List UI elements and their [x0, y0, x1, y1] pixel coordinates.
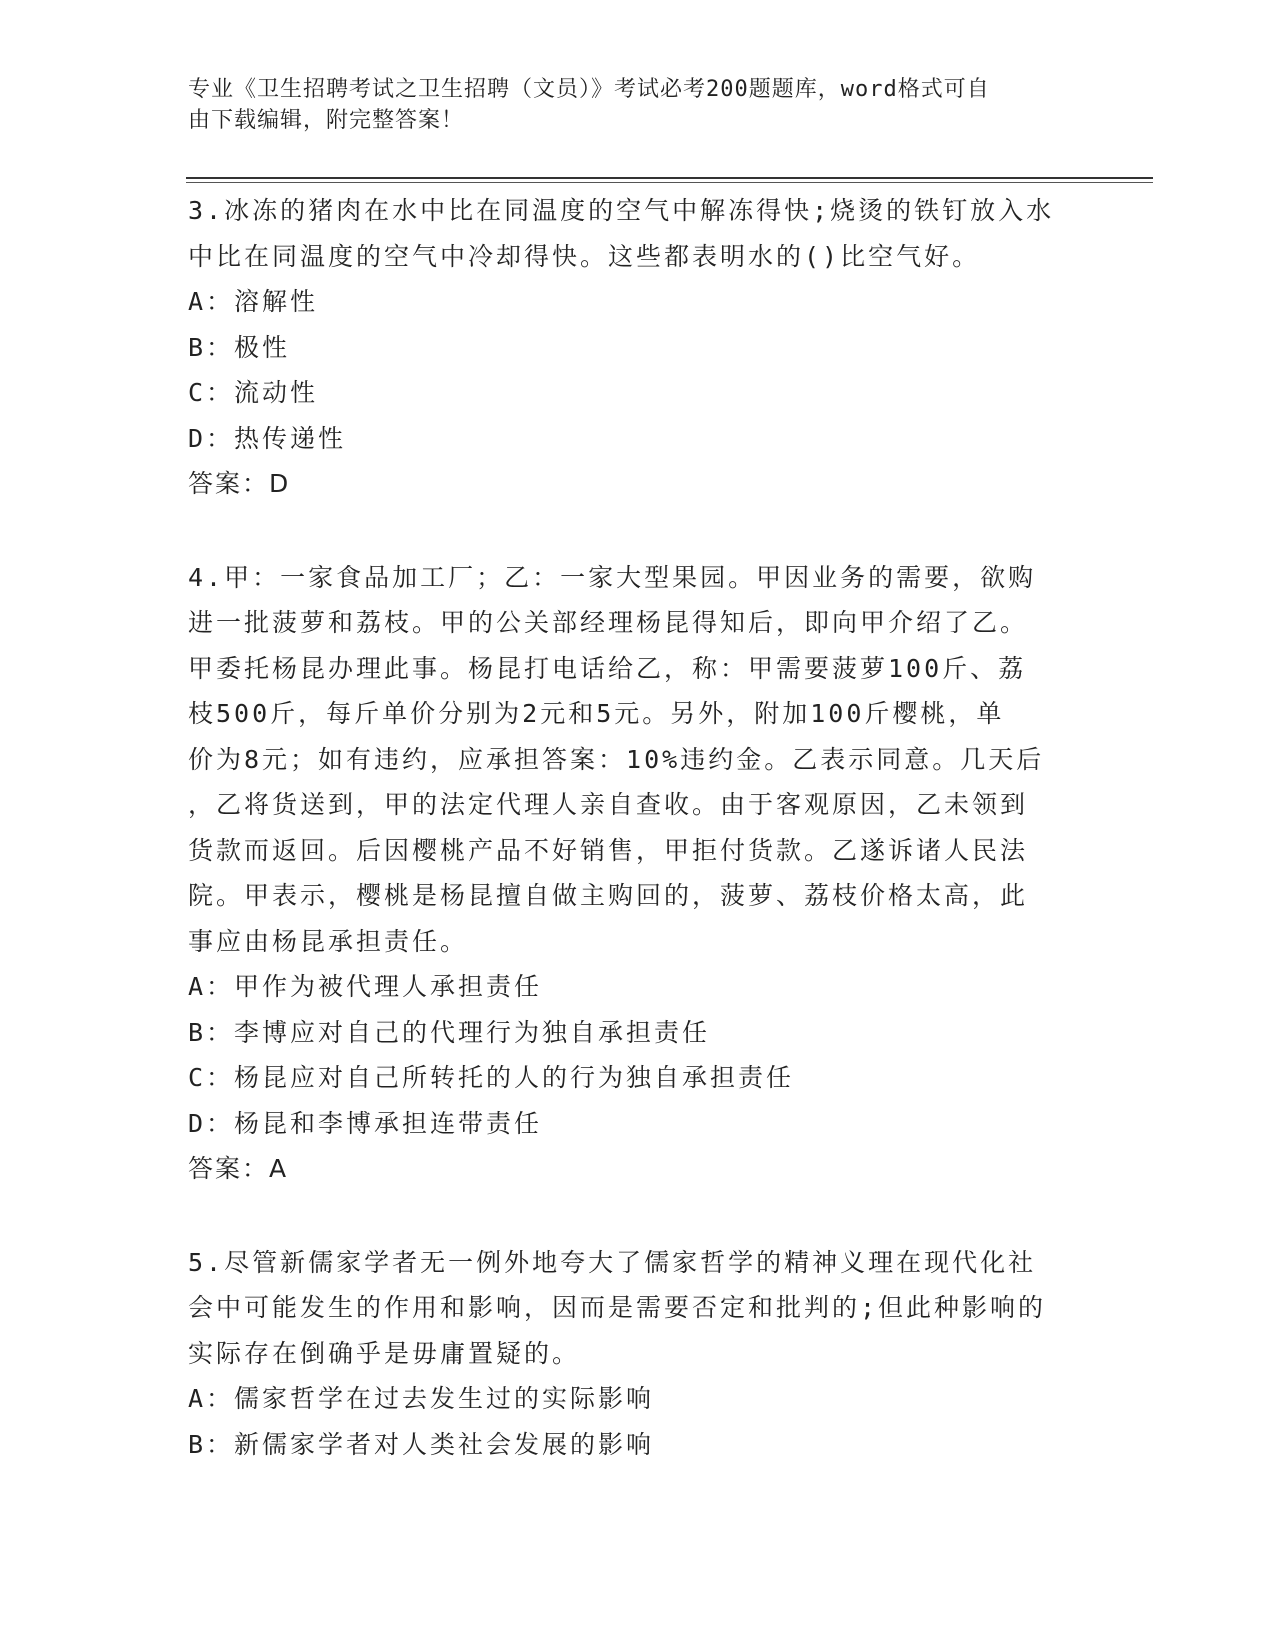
option-c: C：杨昆应对自己所转托的人的行为独自承担责任: [188, 1063, 795, 1092]
question-item: [188, 188, 1088, 507]
option-b: B：新儒家学者对人类社会发展的影响: [188, 1429, 655, 1459]
option-a: A：儒家哲学在过去发生过的实际影响: [188, 1384, 655, 1413]
stem-line: 价为8元；如有违约，应承担答案：10%违约金。乙表示同意。几天后: [188, 744, 1045, 774]
document-header: [188, 74, 1088, 136]
answer-line: 答案：D: [188, 469, 291, 498]
option-b: B：极性: [188, 332, 291, 362]
header-divider: [186, 177, 1153, 179]
stem-line: 4.甲：一家食品加工厂；乙：一家大型果园。甲因业务的需要，欲购: [188, 562, 1037, 592]
question-item: [188, 555, 1088, 1192]
stem-line: ，乙将货送到，甲的法定代理人亲自查收。由于客观原因，乙未领到: [188, 790, 1029, 819]
option-d: D：热传递性: [188, 423, 347, 453]
header-line: 由下载编辑，附完整答案！: [188, 108, 465, 133]
option-c: C：流动性: [188, 378, 319, 407]
stem-line: 5.尽管新儒家学者无一例外地夸大了儒家哲学的精神义理在现代化社: [188, 1247, 1037, 1277]
question-item: [188, 1240, 1088, 1468]
option-a: A：甲作为被代理人承担责任: [188, 972, 543, 1001]
header-line: 专业《卫生招聘考试之卫生招聘（文员）》考试必考200题题库，word格式可自: [188, 77, 990, 102]
question-list: [188, 188, 1088, 1515]
question-stem: [188, 555, 1088, 965]
stem-line: 甲委托杨昆办理此事。杨昆打电话给乙，称：甲需要菠萝100斤、荔: [188, 653, 1027, 683]
answer-line: 答案：A: [188, 1154, 289, 1183]
stem-line: 进一批菠萝和荔枝。甲的公关部经理杨昆得知后，即向甲介绍了乙。: [188, 608, 1029, 637]
stem-line: 实际存在倒确乎是毋庸置疑的。: [188, 1338, 581, 1368]
question-stem: [188, 1240, 1088, 1377]
question-stem: [188, 188, 1088, 279]
stem-line: 事应由杨昆承担责任。: [188, 926, 469, 956]
stem-line: 枝500斤，每斤单价分别为2元和5元。另外，附加100斤樱桃，单: [188, 699, 1005, 728]
stem-line: 中比在同温度的空气中冷却得快。这些都表明水的()比空气好。: [188, 241, 981, 271]
option-b: B：李博应对自己的代理行为独自承担责任: [188, 1017, 711, 1047]
option-d: D：杨昆和李博承担连带责任: [188, 1108, 543, 1138]
stem-line: 货款而返回。后因樱桃产品不好销售，甲拒付货款。乙遂诉诸人民法: [188, 835, 1029, 865]
option-a: A：溶解性: [188, 287, 319, 316]
stem-line: 会中可能发生的作用和影响，因而是需要否定和批判的;但此种影响的: [188, 1293, 1047, 1322]
header-divider-thin: [186, 182, 1153, 183]
stem-line: 院。甲表示，樱桃是杨昆擅自做主购回的，菠萝、荔枝价格太高，此: [188, 881, 1029, 910]
stem-line: 3.冰冻的猪肉在水中比在同温度的空气中解冻得快;烧烫的铁钉放入水: [188, 196, 1055, 225]
